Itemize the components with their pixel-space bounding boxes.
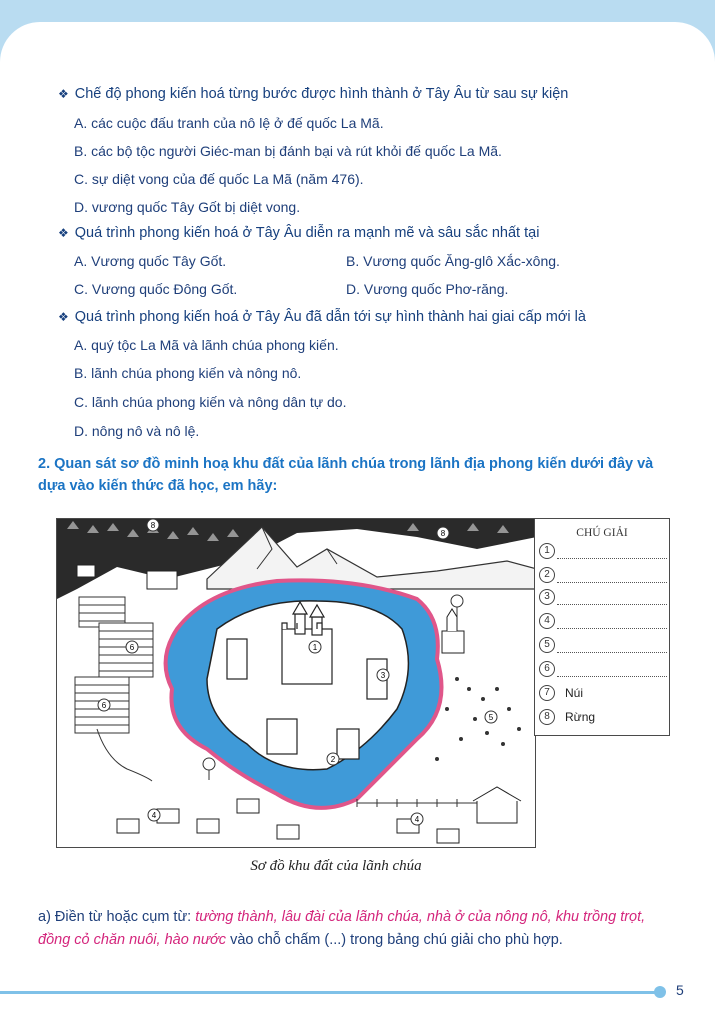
svg-text:6: 6 xyxy=(129,643,135,652)
legend-row-6: 6 xyxy=(539,661,667,679)
answer-blank[interactable] xyxy=(557,652,667,653)
answer-blank[interactable] xyxy=(557,558,667,559)
footer-dot-icon xyxy=(654,986,666,998)
manor-map-drawing xyxy=(57,519,536,848)
map-marker-4b xyxy=(411,813,423,825)
map-marker-4 xyxy=(148,809,160,821)
svg-text:8: 8 xyxy=(440,529,446,538)
svg-text:6: 6 xyxy=(101,701,107,710)
svg-text:4: 4 xyxy=(414,815,420,824)
church-icon xyxy=(442,609,464,653)
legend-title: CHÚ GIẢI xyxy=(576,527,628,539)
field-icon xyxy=(75,597,153,733)
q1-option-b: B. các bộ tộc người Giéc-man bị đánh bại và rút khỏi đế quốc La Mã. xyxy=(74,143,502,159)
legend-row-5: 5 xyxy=(539,637,667,655)
question-1: ❖ Chế độ phong kiến hoá từng bước được hình thành ở Tây Âu từ sau sự kiện xyxy=(58,86,569,102)
legend-row-3: 3 xyxy=(539,589,667,607)
q3-option-d: D. nông nô và nô lệ. xyxy=(74,423,200,439)
q3-option-a: A. quý tộc La Mã và lãnh chúa phong kiến. xyxy=(74,337,339,353)
q3-option-c: C. lãnh chúa phong kiến và nông dân tự do. xyxy=(74,394,347,410)
map-marker-6 xyxy=(126,641,138,653)
task-2-heading: 2. Quan sát sơ đồ minh hoạ khu đất của lãnh chúa trong lãnh địa phong kiến dưới đây và dựa vào kiến thức đã học, em hãy: xyxy=(38,456,654,494)
legend-box xyxy=(534,518,670,736)
legend-row-4: 4 xyxy=(539,613,667,631)
answer-blank[interactable] xyxy=(557,604,667,605)
question-3: ❖ Quá trình phong kiến hoá ở Tây Âu đã dẫn tới sự hình thành hai giai cấp mới là xyxy=(58,309,586,325)
svg-text:3: 3 xyxy=(380,671,386,680)
legend-row-2: 2 xyxy=(539,567,667,585)
map-marker-6b xyxy=(98,699,110,711)
map-marker-8 xyxy=(147,519,159,531)
map-marker-5 xyxy=(485,711,497,723)
q2-option-b: B. Vương quốc Ăng-glô Xắc-xông. xyxy=(346,253,560,269)
map-marker-3 xyxy=(377,669,389,681)
q1-option-a: A. các cuộc đấu tranh của nô lệ ở đế quốc La Mã. xyxy=(74,115,384,131)
page-number: 5 xyxy=(676,982,684,998)
diamond-bullet-icon: ❖ xyxy=(58,87,69,101)
map-marker-2 xyxy=(327,753,339,765)
svg-text:2: 2 xyxy=(330,755,336,764)
legend-row-7: 7 Núi xyxy=(539,685,667,703)
answer-blank[interactable] xyxy=(557,676,667,677)
question-2: ❖ Quá trình phong kiến hoá ở Tây Âu diễn ra mạnh mẽ và sâu sắc nhất tại xyxy=(58,225,540,241)
q1-option-d: D. vương quốc Tây Gốt bị diệt vong. xyxy=(74,199,301,215)
barn-icon xyxy=(473,787,521,823)
figure-caption: Sơ đồ khu đất của lãnh chúa xyxy=(250,858,422,874)
footer-divider xyxy=(0,991,660,994)
diamond-bullet-icon: ❖ xyxy=(58,310,69,324)
answer-blank[interactable] xyxy=(557,582,667,583)
q3-option-b: B. lãnh chúa phong kiến và nông nô. xyxy=(74,365,302,381)
svg-text:4: 4 xyxy=(151,811,157,820)
legend-row-8: 8 Rừng xyxy=(539,709,667,727)
sub-question-a: a) Điền từ hoặc cụm từ: tường thành, lâu đài của lãnh chúa, nhà ở của nông nô, khu trồng trọt, đồng cỏ chăn nuôi, hào nước vào chỗ chấm (...) trong bảng chú giải cho phù hợp. xyxy=(38,909,646,948)
legend-row-1: 1 xyxy=(539,543,667,561)
answer-blank[interactable] xyxy=(557,628,667,629)
map-marker-8b xyxy=(437,527,449,539)
q2-option-a: A. Vương quốc Tây Gốt. xyxy=(74,253,227,269)
map-marker-1 xyxy=(309,641,321,653)
manor-figure xyxy=(56,518,672,848)
svg-text:1: 1 xyxy=(312,643,318,652)
svg-text:8: 8 xyxy=(150,521,156,530)
q2-option-d: D. Vương quốc Phơ-răng. xyxy=(346,281,509,297)
q1-option-c: C. sự diệt vong của đế quốc La Mã (năm 476). xyxy=(74,171,364,187)
livestock-icon xyxy=(435,677,521,761)
diamond-bullet-icon: ❖ xyxy=(58,226,69,240)
manor-map xyxy=(56,518,536,848)
q2-option-c: C. Vương quốc Đông Gốt. xyxy=(74,281,238,297)
svg-text:5: 5 xyxy=(488,713,494,722)
road-icon xyxy=(97,729,152,781)
